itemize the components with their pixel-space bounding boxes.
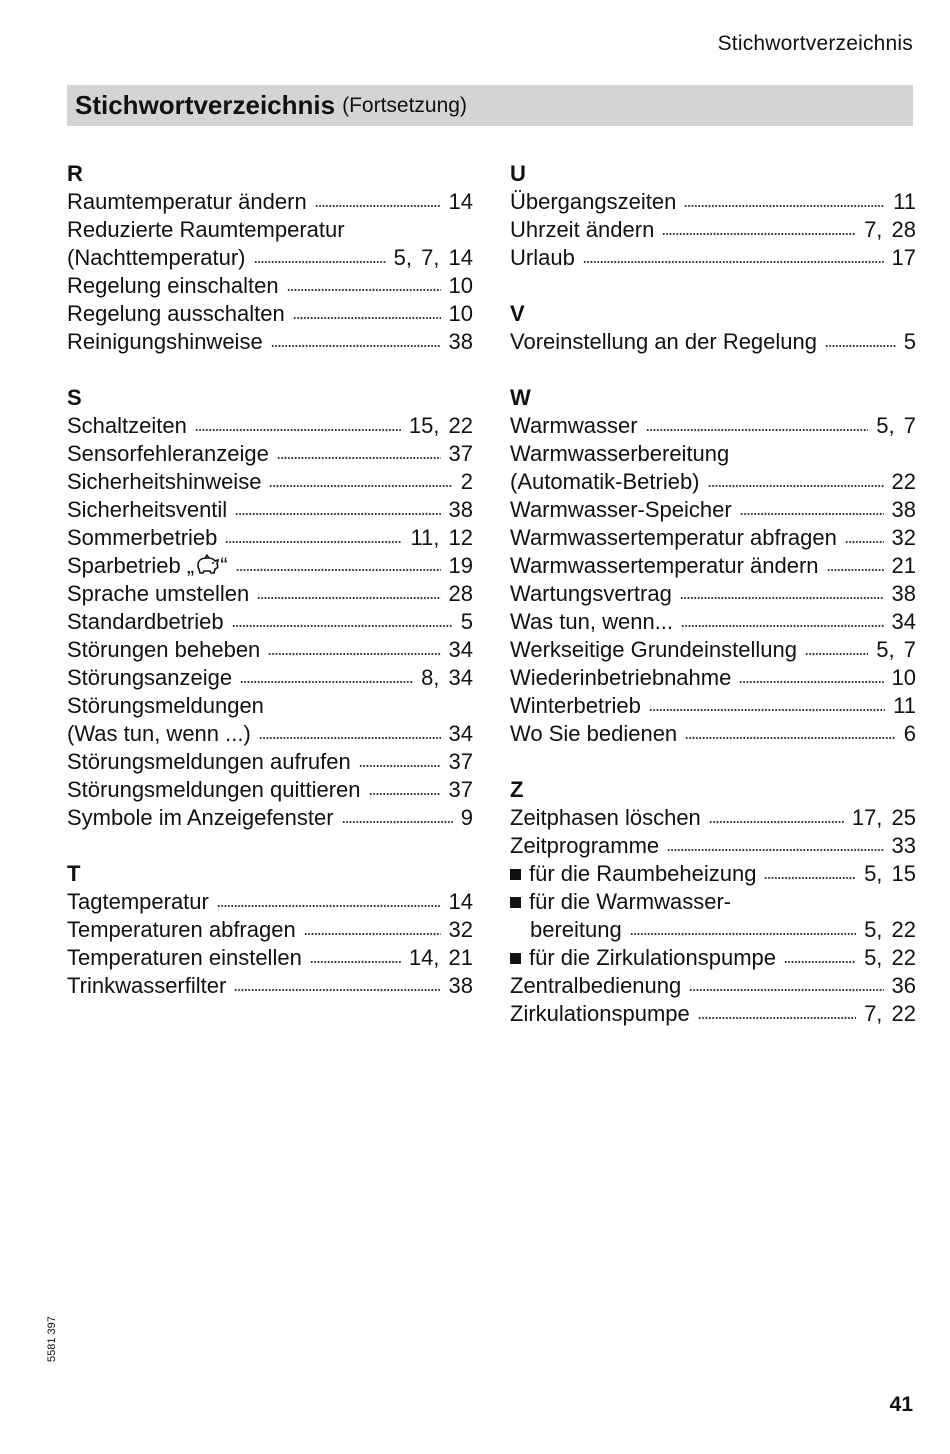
entry-label: Störungsmeldungen aufrufen [67, 749, 351, 774]
entry-label: Wiederinbetriebnahme [510, 665, 732, 690]
section-letter: Z [510, 777, 524, 802]
entry-label: (Nachttemperatur) [67, 245, 246, 270]
index-entry [67, 972, 473, 1000]
index-section-t [67, 860, 473, 1000]
dot-leader [740, 511, 884, 517]
dot-leader [764, 875, 856, 881]
entry-label: Werkseitige Grundeinstellung [510, 637, 797, 662]
entry-pages: 38 [891, 497, 916, 522]
index-entry [510, 832, 916, 860]
dot-leader [269, 483, 452, 489]
index-entry [510, 496, 916, 524]
dot-leader [293, 315, 441, 321]
entry-label [510, 888, 731, 916]
entry-label: Raumtemperatur ändern [67, 189, 307, 214]
entry-label-text: für die Zirkulationspumpe [529, 945, 777, 970]
entry-label: Sicherheitsventil [67, 497, 228, 522]
entry-pages: 11, 12 [410, 525, 473, 550]
index-entry [67, 440, 473, 468]
dot-leader [680, 595, 884, 601]
index-entry [67, 216, 473, 244]
entry-label: Zeitprogramme [510, 833, 660, 858]
entry-label-text: für die Raumbeheizung [529, 861, 757, 886]
entry-label: bereitung [530, 917, 622, 942]
entry-pages: 5 [460, 609, 473, 634]
entry-label: Reduzierte Raumtemperatur [67, 217, 345, 242]
index-entry [510, 636, 916, 664]
index-column-right [510, 160, 916, 1056]
entry-pages: 34 [448, 637, 473, 662]
entry-pages: 37 [448, 777, 473, 802]
entry-pages: 5, 7, 14 [393, 245, 473, 270]
index-section-v [510, 300, 916, 356]
index-entry [67, 552, 473, 580]
entry-label: Reinigungshinweise [67, 329, 263, 354]
index-section-z [510, 776, 916, 1028]
entry-pages: 19 [448, 553, 473, 578]
index-entry [510, 972, 916, 1000]
entry-label: Warmwasser [510, 413, 638, 438]
entry-label: Winterbetrieb [510, 693, 641, 718]
dot-leader [271, 343, 441, 349]
dot-leader [739, 679, 883, 685]
dot-leader [827, 567, 884, 573]
entry-pages: 37 [448, 441, 473, 466]
entry-label: Störungsmeldungen quittieren [67, 777, 361, 802]
entry-pages: 34 [448, 721, 473, 746]
index-section-s [67, 384, 473, 832]
entry-pages: 5, 15 [864, 861, 916, 886]
index-entry [510, 1000, 916, 1028]
dot-leader [685, 735, 896, 741]
index-entry [67, 580, 473, 608]
entry-label: Was tun, wenn... [510, 609, 674, 634]
index-entry [510, 580, 916, 608]
index-entry-continuation [67, 244, 473, 272]
entry-pages: 38 [448, 497, 473, 522]
entry-pages: 38 [448, 329, 473, 354]
index-entry [510, 720, 916, 748]
section-letter: R [67, 161, 83, 186]
entry-pages: 37 [448, 749, 473, 774]
entry-label [510, 860, 756, 888]
entry-label: Uhrzeit ändern [510, 217, 655, 242]
entry-label: Sprache umstellen [67, 581, 250, 606]
entry-label-text: für die Warmwasser- [529, 889, 732, 914]
square-bullet-icon [510, 897, 521, 908]
section-letter: T [67, 861, 81, 886]
index-entry [67, 412, 473, 440]
index-entry [67, 188, 473, 216]
dot-leader [259, 735, 441, 741]
entry-pages: 38 [448, 973, 473, 998]
entry-pages: 17, 25 [851, 805, 916, 830]
section-letter: W [510, 385, 531, 410]
index-entry [510, 188, 916, 216]
quote-open: „ [186, 553, 195, 578]
entry-label: Regelung einschalten [67, 273, 279, 298]
entry-label: Temperaturen abfragen [67, 917, 296, 942]
dot-leader [684, 203, 885, 209]
entry-pages: 32 [891, 525, 916, 550]
entry-pages: 28 [448, 581, 473, 606]
index-entry [67, 300, 473, 328]
index-entry [510, 524, 916, 552]
entry-label: Warmwassertemperatur ändern [510, 553, 819, 578]
entry-label: Temperaturen einstellen [67, 945, 302, 970]
entry-pages: 2 [460, 469, 473, 494]
entry-pages: 36 [891, 973, 916, 998]
dot-leader [845, 539, 884, 545]
dot-leader [342, 819, 453, 825]
square-bullet-icon [510, 953, 521, 964]
index-entry [510, 216, 916, 244]
entry-label: Störungen beheben [67, 637, 261, 662]
dot-leader [667, 847, 883, 853]
entry-pages: 7, 28 [864, 217, 916, 242]
running-header: Stichwortverzeichnis [717, 32, 913, 55]
entry-pages: 14 [448, 189, 473, 214]
entry-label: Regelung ausschalten [67, 301, 285, 326]
index-column-left [67, 160, 473, 1028]
index-entry [510, 552, 916, 580]
entry-pages: 6 [903, 721, 916, 746]
entry-pages: 11 [893, 189, 916, 214]
entry-label: Standardbetrieb [67, 609, 224, 634]
dot-leader [257, 595, 440, 601]
entry-label: Voreinstellung an der Regelung [510, 329, 818, 354]
entry-pages: 17 [891, 245, 916, 270]
dot-leader [646, 427, 869, 433]
index-subentry [510, 888, 916, 916]
entry-pages: 5, 7 [876, 413, 916, 438]
dot-leader [195, 427, 401, 433]
entry-label: Zeitphasen löschen [510, 805, 701, 830]
index-entry [67, 776, 473, 804]
entry-label-text: Sparbetrieb [67, 553, 181, 578]
section-letter: U [510, 161, 526, 186]
index-entry-continuation [67, 720, 473, 748]
entry-label: Schaltzeiten [67, 413, 187, 438]
index-entry [67, 944, 473, 972]
page-number: 41 [889, 1393, 913, 1416]
index-subentry [510, 944, 916, 972]
entry-label: Übergangszeiten [510, 189, 677, 214]
section-letter: V [510, 301, 525, 326]
index-entry [67, 888, 473, 916]
index-entry [67, 748, 473, 776]
entry-label: Zirkulationspumpe [510, 1001, 690, 1026]
entry-pages: 33 [891, 833, 916, 858]
dot-leader [254, 259, 386, 265]
index-entry-continuation [510, 468, 916, 496]
index-entry [510, 244, 916, 272]
dot-leader [689, 987, 883, 993]
index-entry [67, 636, 473, 664]
index-entry [67, 496, 473, 524]
entry-label: Warmwasserbereitung [510, 441, 730, 466]
dot-leader [359, 763, 441, 769]
piggy-bank-icon [194, 554, 220, 576]
dot-leader [708, 483, 884, 489]
index-entry [510, 804, 916, 832]
dot-leader [235, 511, 440, 517]
dot-leader [698, 1015, 856, 1021]
dot-leader [310, 959, 401, 965]
index-subentry [510, 860, 916, 888]
index-entry [510, 440, 916, 468]
entry-label [510, 944, 776, 972]
dot-leader [232, 623, 453, 629]
entry-label: Störungsanzeige [67, 665, 233, 690]
entry-pages: 15, 22 [408, 413, 473, 438]
entry-pages: 21 [891, 553, 916, 578]
section-letter: S [67, 385, 82, 410]
entry-pages: 8, 34 [421, 665, 473, 690]
dot-leader [217, 903, 441, 909]
index-entry [67, 468, 473, 496]
entry-label: Zentralbedienung [510, 973, 682, 998]
dot-leader [225, 539, 402, 545]
dot-leader [583, 259, 884, 265]
dot-leader [240, 679, 413, 685]
entry-pages: 10 [448, 273, 473, 298]
dot-leader [315, 203, 441, 209]
index-section-u [510, 160, 916, 272]
section-subtitle: (Fortsetzung) [342, 93, 467, 117]
entry-pages: 22 [891, 469, 916, 494]
entry-label: Sensorfehleranzeige [67, 441, 269, 466]
entry-pages: 5, 22 [864, 917, 916, 942]
square-bullet-icon [510, 869, 521, 880]
entry-label: Urlaub [510, 245, 575, 270]
entry-pages: 7, 22 [864, 1001, 916, 1026]
entry-pages: 38 [891, 581, 916, 606]
index-entry [67, 692, 473, 720]
entry-label: Sicherheitshinweise [67, 469, 262, 494]
dot-leader [784, 959, 856, 965]
entry-label: Warmwassertemperatur abfragen [510, 525, 837, 550]
entry-pages: 34 [891, 609, 916, 634]
entry-label: (Was tun, wenn ...) [67, 721, 251, 746]
entry-pages: 5, 7 [876, 637, 916, 662]
dot-leader [236, 567, 441, 573]
entry-pages: 11 [893, 693, 916, 718]
entry-label: Warmwasser-Speicher [510, 497, 732, 522]
index-entry [67, 804, 473, 832]
entry-label: Symbole im Anzeigefenster [67, 805, 334, 830]
entry-pages: 9 [460, 805, 473, 830]
index-entry [510, 664, 916, 692]
entry-label: Wo Sie bedienen [510, 721, 678, 746]
dot-leader [662, 231, 856, 237]
index-entry [67, 272, 473, 300]
dot-leader [681, 623, 883, 629]
dot-leader [369, 791, 441, 797]
dot-leader [630, 931, 856, 937]
dot-leader [805, 651, 868, 657]
section-title-bar [67, 85, 913, 126]
index-entry [67, 608, 473, 636]
index-entry [67, 916, 473, 944]
index-entry [67, 524, 473, 552]
entry-label: (Automatik-Betrieb) [510, 469, 700, 494]
dot-leader [277, 455, 441, 461]
dot-leader [304, 931, 441, 937]
entry-pages: 10 [448, 301, 473, 326]
entry-pages: 5, 22 [864, 945, 916, 970]
index-subentry-continuation [510, 916, 916, 944]
entry-label: Sommerbetrieb [67, 525, 218, 550]
entry-label: Wartungsvertrag [510, 581, 672, 606]
section-title: Stichwortverzeichnis [75, 90, 336, 120]
index-entry [510, 328, 916, 356]
entry-label: Trinkwasserfilter [67, 973, 227, 998]
dot-leader [287, 287, 441, 293]
entry-label: Störungsmeldungen [67, 693, 264, 718]
index-entry [510, 412, 916, 440]
quote-close: “ [220, 553, 228, 578]
entry-label [67, 552, 228, 580]
index-section-w [510, 384, 916, 748]
index-entry [510, 608, 916, 636]
dot-leader [268, 651, 440, 657]
entry-pages: 10 [891, 665, 916, 690]
entry-label: Tagtemperatur [67, 889, 209, 914]
entry-pages: 14 [448, 889, 473, 914]
dot-leader [709, 819, 844, 825]
entry-pages: 32 [448, 917, 473, 942]
entry-pages: 5 [903, 329, 916, 354]
dot-leader [649, 707, 885, 713]
index-entry [67, 664, 473, 692]
index-entry [67, 328, 473, 356]
document-number: 5581 397 [46, 1316, 58, 1362]
dot-leader [234, 987, 440, 993]
dot-leader [825, 343, 896, 349]
entry-pages: 14, 21 [408, 945, 473, 970]
index-entry [510, 692, 916, 720]
index-section-r [67, 160, 473, 356]
